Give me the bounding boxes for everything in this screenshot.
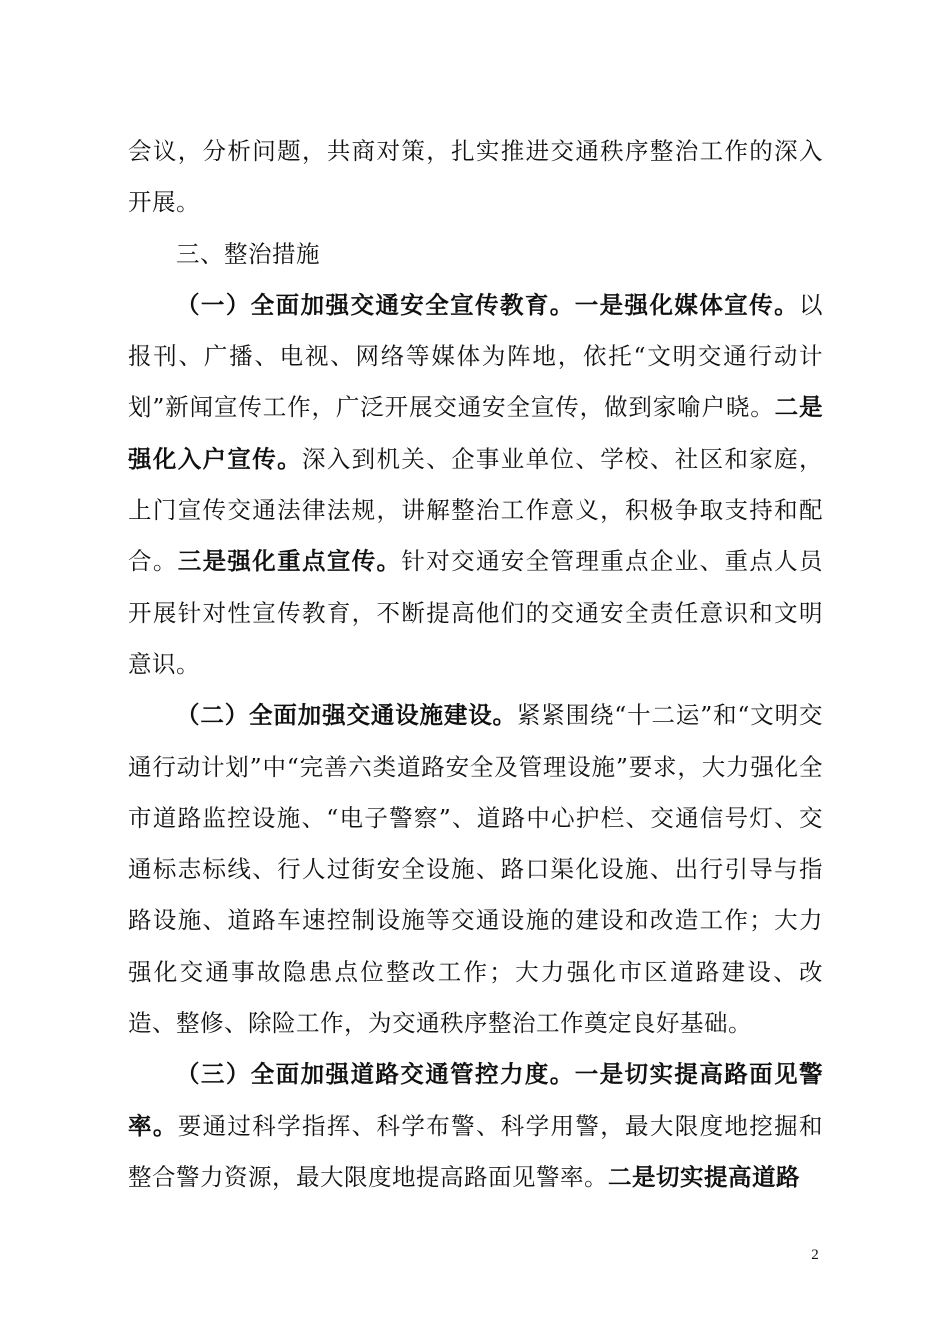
paragraph-1 (128, 126, 823, 229)
bold-heading: 二是强化入户宣传。 (128, 393, 823, 473)
body-text: 深入到机关、企事业单位、学校、社区和家庭，上门宣传交通法律法规，讲解整治工作意义，积极争取支持和配合。 (128, 444, 824, 576)
bold-heading: （一）全面加强交通安全宣传教育。一是强化媒体宣传。 (176, 290, 799, 319)
section-heading (128, 229, 823, 280)
bold-heading: 三是强化重点宣传。 (177, 547, 402, 576)
body-text: 要通过科学指挥、科学布警、科学用警，最大限度地挖掘和整合警力资源，最大限度地提高路面见警率。 (128, 1111, 824, 1191)
paragraph-measure-2 (128, 690, 823, 1049)
body-text: 紧紧围绕“十二运”和“文明交通行动计划”中“完善六类道路安全及管理设施”要求，大力强化全市道路监控设施、“电子警察”、道路中心护栏、交通信号灯、交通标志标线、行人过街安全设施、路口渠化设施、出行引导与指路设施、道路车速控制设施等交通设施的建设和改造工作；大力强化交通事故隐患点位整改工作；大力强化市区道路建设、改造、整修、除险工作，为交通秩序整治工作奠定良好基础。 (128, 701, 823, 1038)
body-text: 针对交通安全管理重点企业、重点人员开展针对性宣传教育，不断提高他们的交通安全责任意识和文明意识。 (128, 547, 824, 678)
page-number: 2 (811, 1247, 819, 1263)
body-text: 以报刊、广播、电视、网络等媒体为阵地，依托“文明交通行动计划”新闻宣传工作，广泛开展交通安全宣传，做到家喻户晓。 (128, 290, 823, 422)
bold-heading: 二是切实提高道路 (608, 1162, 800, 1191)
bold-heading: （三）全面加强道路交通管控力度。一是切实提高路面见警率。 (128, 1060, 823, 1140)
paragraph-measure-3 (128, 1049, 823, 1203)
document-body (128, 126, 823, 1203)
bold-heading: （二）全面加强交通设施建设。 (176, 701, 517, 730)
paragraph-measure-1 (128, 280, 823, 690)
section-heading-text: 三、整治措施 (176, 239, 320, 268)
paragraph-1-text: 会议，分析问题，共商对策，扎实推进交通秩序整治工作的深入开展。 (128, 137, 823, 217)
